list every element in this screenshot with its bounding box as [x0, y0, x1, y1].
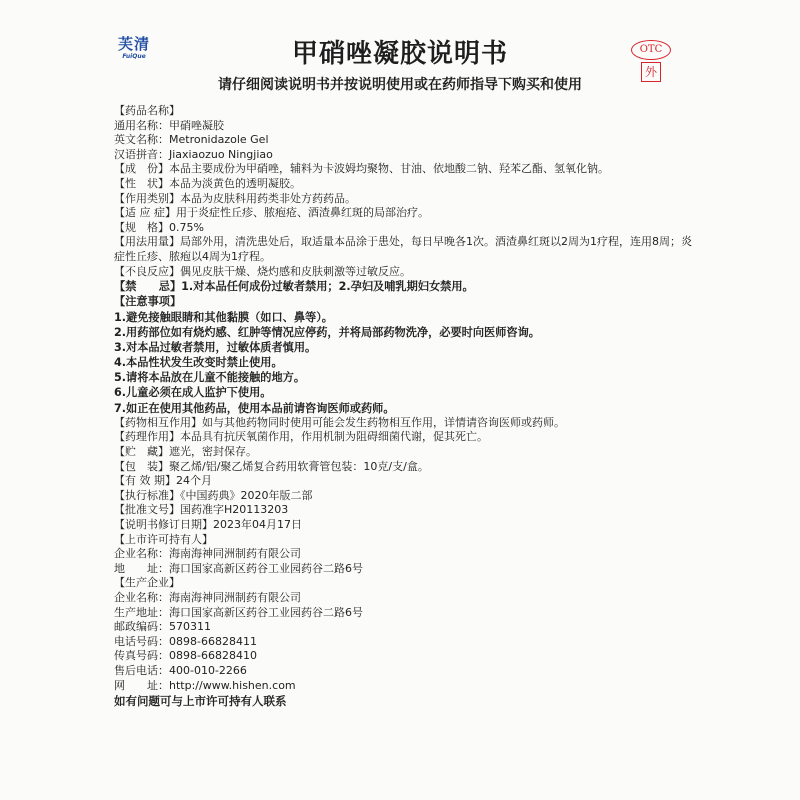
otc-mark: OTC	[631, 40, 671, 60]
drug-name-header: 【药品名称】	[114, 104, 180, 117]
mah-header: 【上市许可持有人】	[114, 532, 213, 546]
validity: 【有 效 期】24个月	[114, 474, 212, 488]
precautions-header: 【注意事项】	[114, 295, 182, 309]
document-title: 甲硝唑凝胶说明书	[291, 39, 508, 69]
precaution-item: 6.儿童必须在成人监护下使用。	[114, 386, 272, 400]
storage: 【贮 藏】遮光，密封保存。	[114, 445, 257, 458]
usage-dosage: 【用法用量】局部外用，清洗患处后，取适量本品涂于患处，每日早晚各1次。酒渣鼻红斑以2周为1疗程，连用8周；炎症性丘疹、脓疱以4周为1疗程。	[114, 235, 692, 263]
mah-address: 地 址：海口国家高新区药谷工业园药谷二路6号	[114, 561, 363, 575]
document-subtitle: 请仔细阅读说明书并按说明使用或在药师指导下购买和使用	[218, 77, 582, 93]
pharmacology: 【药理作用】本品具有抗厌氧菌作用，作用机制为阻碍细菌代谢，促其死亡。	[114, 430, 488, 444]
standard: 【执行标准】《中国药典》2020年版二部	[114, 488, 313, 502]
english-name: 英文名称：Metronidazole Gel	[114, 133, 269, 147]
precaution-item: 1.避免接触眼睛和其他黏膜（如口、鼻等）。	[114, 310, 333, 324]
mah-name: 企业名称：海南海神同洲制药有限公司	[114, 547, 301, 561]
precaution-item: 5.请将本品放在儿童不能接触的地方。	[114, 371, 306, 385]
composition: 【成 份】本品主要成份为甲硝唑，辅料为卡波姆均聚物、甘油、依地酸二钠、羟苯乙酯、氢氧化钠。	[114, 162, 609, 176]
pinyin-name: 汉语拼音：Jiaxiaozuo Ningjiao	[114, 147, 273, 161]
drug-category: 【作用类别】本品为皮肤科用药类非处方药药品。	[114, 191, 356, 205]
website: 网 址：http://www.hishen.com	[114, 678, 296, 692]
adverse-reactions: 【不良反应】偶见皮肤干燥、烧灼感和皮肤刺激等过敏反应。	[114, 264, 411, 278]
aftersales-phone: 售后电话：400-010-2266	[114, 663, 247, 677]
leaflet-body	[114, 104, 692, 709]
fax-number: 传真号码：0898-66828410	[114, 649, 257, 663]
contact-note: 如有问题可与上市许可持有人联系	[114, 694, 287, 709]
revision-date: 【说明书修订日期】2023年04月17日	[114, 517, 302, 531]
approval-number: 【批准文号】国药准字H20113203	[114, 503, 289, 517]
generic-name: 通用名称：甲硝唑凝胶	[114, 118, 224, 132]
drug-interactions: 【药物相互作用】如与其他药物同时使用可能会发生药物相互作用，详情请咨询医师或药师。	[114, 415, 565, 429]
brand-name-en: FuiQue	[122, 53, 146, 60]
precaution-item: 3.对本品过敏者禁用，过敏体质者慎用。	[114, 340, 317, 354]
package: 【包 装】聚乙烯/铝/聚乙烯复合药用软膏管包装：10克/支/盒。	[114, 459, 429, 473]
contraindications: 【禁 忌】1.对本品任何成份过敏者禁用；2.孕妇及哺乳期妇女禁用。	[114, 280, 474, 294]
precaution-item: 7.如正在使用其他药品，使用本品前请咨询医师或药师。	[114, 401, 395, 415]
otc-category: 外	[641, 62, 661, 82]
precaution-item: 2.用药部位如有烧灼感、红肿等情况应停药，并将局部药物洗净，必要时向医师咨询。	[114, 325, 540, 339]
manufacturer-header: 【生产企业】	[114, 576, 180, 590]
postcode: 邮政编码：570311	[114, 620, 211, 634]
manufacturer-name: 企业名称：海南海神同洲制药有限公司	[114, 590, 301, 604]
phone-number: 电话号码：0898-66828411	[114, 634, 257, 648]
precaution-item: 4.本品性状发生改变时禁止使用。	[114, 356, 283, 370]
manufacturer-address: 生产地址：海口国家高新区药谷工业园药谷二路6号	[114, 605, 363, 619]
indications: 【适 应 症】用于炎症性丘疹、脓疱疮、酒渣鼻红斑的局部治疗。	[114, 206, 429, 220]
specification: 【规 格】0.75%	[114, 220, 204, 234]
brand-name-cn: 芙清	[118, 35, 151, 53]
character: 【性 状】本品为淡黄色的透明凝胶。	[114, 176, 301, 190]
